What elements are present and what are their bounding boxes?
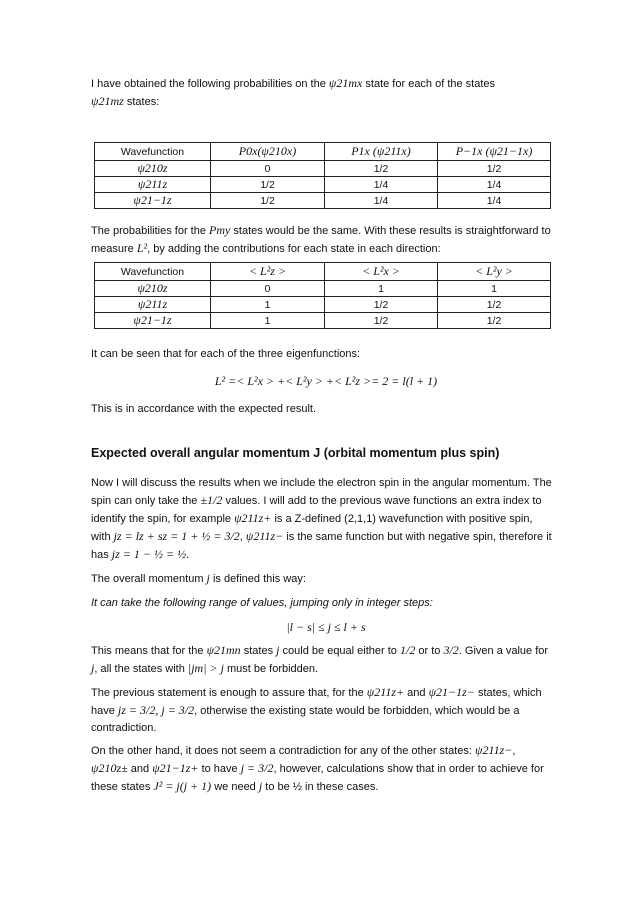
section-heading: Expected overall angular momentum J (orbital momentum plus spin) — [91, 446, 500, 460]
table-row — [95, 193, 551, 209]
table-header-cell: < L²z > — [211, 263, 325, 281]
table-row — [95, 297, 551, 313]
angular-momentum-table — [94, 262, 551, 329]
equation-j-range: |l − s| ≤ j ≤ l + s — [286, 620, 366, 634]
table-header-cell: P1x (ψ211x) — [325, 143, 438, 161]
table-row — [95, 177, 551, 193]
forbidden-states-paragraph: This means that for the ψ21mn states j could be equal either to 1/2 or to 3/2. Given a value for j, all the states with |jm| > j must be forbidden. — [91, 643, 549, 675]
accordance-paragraph: This is in accordance with the expected result. — [91, 403, 317, 415]
table-cell: 1 — [325, 281, 438, 297]
table-cell: ψ211z — [95, 297, 211, 313]
table-cell: 1/4 — [325, 193, 438, 209]
table-cell: 1/2 — [325, 313, 438, 329]
table-cell: 1/2 — [211, 177, 325, 193]
table-cell: ψ21−1z — [95, 313, 211, 329]
table-cell: 1 — [211, 297, 325, 313]
intro-paragraph — [91, 75, 561, 111]
table-cell: 1 — [211, 313, 325, 329]
overall-momentum-paragraph: The overall momentum j is defined this way: — [91, 571, 306, 585]
table-cell: 1/2 — [325, 297, 438, 313]
table-header-cell: P−1x (ψ21−1x) — [438, 143, 551, 161]
table-cell: 1/4 — [438, 193, 551, 209]
table-header-cell: P0x(ψ210x) — [211, 143, 325, 161]
previous-statement-paragraph: The previous statement is enough to assure that, for the ψ211z+ and ψ21−1z− states, which have jz = 3/2, j = 3/2, otherwise the existing state would be forbidden, which would be a contradiction. — [91, 685, 542, 734]
intro-text: state for each of the states — [362, 78, 496, 90]
table-header-cell: Wavefunction — [95, 263, 211, 281]
table-cell: ψ211z — [95, 177, 211, 193]
table-cell: ψ210z — [95, 281, 211, 297]
range-paragraph: It can take the following range of values, jumping only in integer steps: — [91, 597, 433, 609]
spin-paragraph: Now I will discuss the results when we include the electron spin in the angular momentum. The spin can only take the ±1/2 values. I will add to the previous wave functions an extra index to identify the spin, for example ψ211z+ is a Z-defined (2,1,1) wavefunction with positive spin, with jz = lz + sz = 1 + ½ = 3/2, ψ211z− is the same function but with negative spin, therefore it has jz = 1 − ½ = ½. — [91, 477, 552, 561]
table-cell: 1/2 — [325, 161, 438, 177]
intro-math: ψ21mx — [328, 76, 363, 90]
probability-table — [94, 142, 551, 209]
table-header-row — [95, 263, 551, 281]
table-cell: 1 — [438, 281, 551, 297]
table-row — [95, 313, 551, 329]
intro-text: I have obtained the following probabilities on the — [91, 78, 329, 90]
table-cell: 1/2 — [438, 313, 551, 329]
table-header-cell: < L²x > — [325, 263, 438, 281]
contributions-paragraph: The probabilities for the Pmy states would be the same. With these results is straightforward to measure L², by adding the contributions for each state in each direction: — [91, 223, 551, 255]
table-row — [95, 161, 551, 177]
table-cell: ψ21−1z — [95, 193, 211, 209]
table-header-row — [95, 143, 551, 161]
table-cell: 1/2 — [438, 161, 551, 177]
table-cell: ψ210z — [95, 161, 211, 177]
table-cell: 1/2 — [211, 193, 325, 209]
other-hand-paragraph: On the other hand, it does not seem a contradiction for any of the other states: ψ211z−, ψ210z± and ψ21−1z+ to have j = 3/2, however, calculations show that in order to achieve for these states J² = j(j + 1) we need j to be ½ in these cases. — [91, 743, 544, 793]
intro-text: states: — [123, 96, 160, 108]
table-header-cell: < L²y > — [438, 263, 551, 281]
table-cell: 1/4 — [438, 177, 551, 193]
table-cell: 0 — [211, 161, 325, 177]
equation-l-squared: L² =< L²x > +< L²y > +< L²z >= 2 = l(l + 1) — [214, 374, 438, 388]
table-row — [95, 281, 551, 297]
table-cell: 1/4 — [325, 177, 438, 193]
table-cell: 1/2 — [438, 297, 551, 313]
eigenfunctions-paragraph: It can be seen that for each of the three eigenfunctions: — [91, 348, 361, 360]
table-cell: 0 — [211, 281, 325, 297]
table-header-cell: Wavefunction — [95, 143, 211, 161]
intro-math: ψ21mz — [91, 94, 124, 108]
